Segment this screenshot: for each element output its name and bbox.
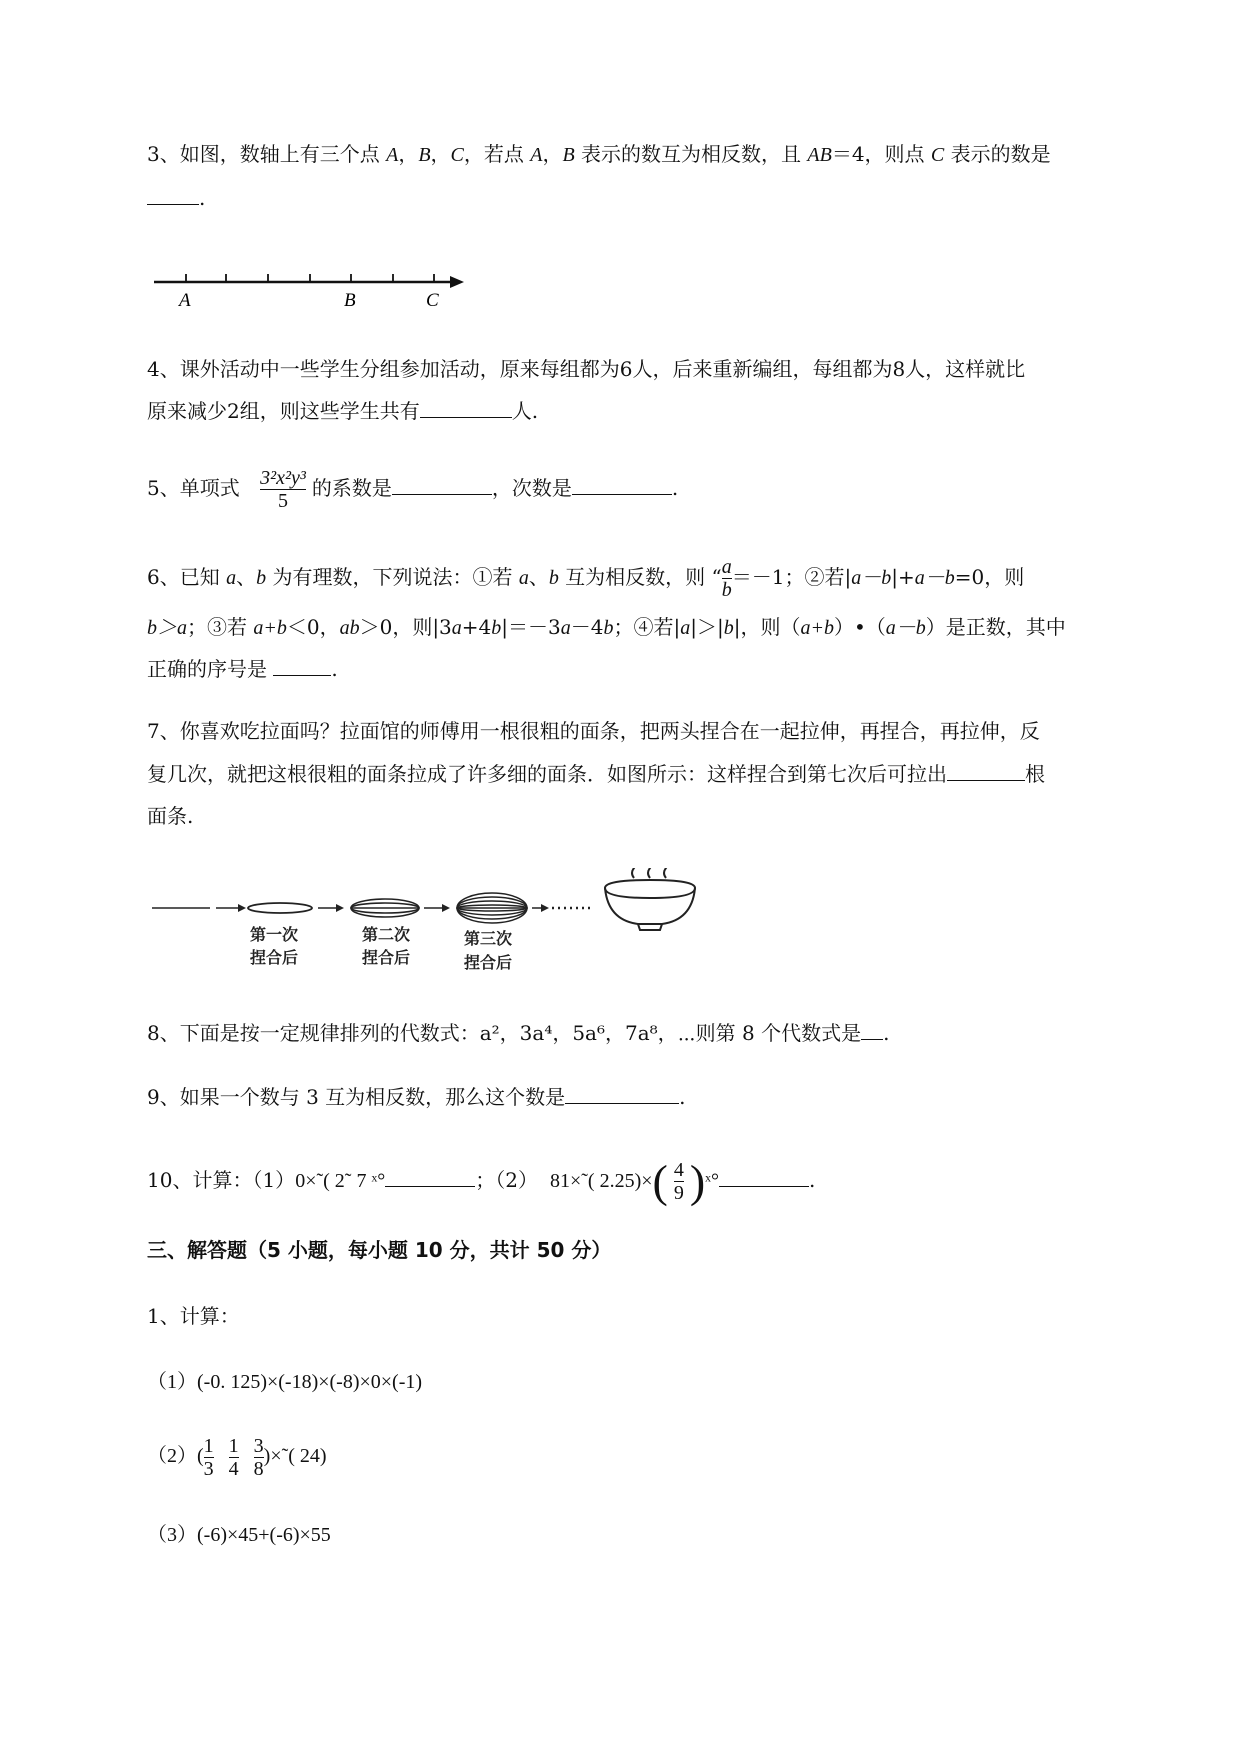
answer-blank	[861, 1021, 883, 1040]
answer-blank	[147, 186, 199, 205]
noodle-bowl-icon	[605, 868, 695, 930]
q3-line-1: 3、如图，数轴上有三个点 A，B，C，若点 A，B 表示的数互为相反数，且 AB＝4，则点 C 表示的数是	[147, 142, 1051, 166]
q6-line-3: 正确的序号是 .	[147, 657, 338, 681]
stage-1-label-b: 捏合后	[250, 948, 299, 967]
point-label-a: A	[179, 290, 191, 311]
q6-line-2: b＞a；③若 a+b＜0，ab＞0，则|3a+4b|＝－3a－4b；④若|a|＞|b|，则（a+b）•（a－b）是正数，其中	[147, 615, 1066, 639]
stage-3-label-a: 第三次	[464, 929, 513, 948]
p1-title: 1、计算：	[147, 1304, 240, 1328]
arrow-1-head-icon	[238, 904, 246, 912]
answer-blank	[385, 1168, 475, 1187]
q10-line: 10、计算：（1）0×˜( 2˜ 7 ˣ° ；（2） 81×˜( 2.25)×( $\frac{4}{9}$ )ˣ° .	[147, 1155, 816, 1207]
arrow-3-head-icon	[442, 904, 450, 912]
answer-blank	[565, 1085, 679, 1104]
answer-blank	[273, 657, 331, 676]
point-label-b: B	[344, 290, 356, 311]
q7-line-3: 面条.	[147, 804, 194, 828]
section-3-title: 三、解答题（5 小题，每小题 10 分，共计 50 分）	[147, 1238, 612, 1262]
p1-sub-2: （2）( $\frac{1}{3}$ $\frac{1}{4}$ $\frac{3}{8}$ )×˜( 24)	[147, 1434, 327, 1480]
p1-sub-3: （3）(-6)×45+(-6)×55	[147, 1524, 331, 1546]
p1-sub-1: （1）(-0. 125)×(-18)×(-8)×0×(-1)	[147, 1371, 423, 1393]
stage-2-label-a: 第二次	[362, 925, 411, 944]
arrow-4-head-icon	[541, 904, 549, 912]
stage-3-label-b: 捏合后	[464, 953, 513, 972]
number-line-figure	[150, 268, 470, 312]
stage-1-label-a: 第一次	[250, 925, 299, 944]
q4-line-1: 4、课外活动中一些学生分组参加活动，原来每组都为6人，后来重新编组，每组都为8人，这样就比	[147, 357, 1026, 381]
fraction-one-third: $\frac{1}{3}$	[203, 1434, 214, 1480]
fraction-one-fourth: $\frac{1}{4}$	[228, 1434, 239, 1480]
answer-blank	[572, 476, 672, 495]
q5-line: 5、单项式 $\frac{\text{3²x²y³}}{5}$ 的系数是 ，次数是 .	[147, 467, 679, 512]
answer-blank	[392, 476, 492, 495]
stage-2-label-b: 捏合后	[362, 948, 411, 967]
q6-line-1: 6、已知 a、b 为有理数，下列说法：①若 a、b 互为相反数，则 “ $\frac{a}{b}$ ＝－1；②若|a－b|+a－b=0，则	[147, 556, 1025, 601]
arrow-2-head-icon	[336, 904, 344, 912]
a-over-b-fraction: $\frac{a}{b}$	[721, 556, 732, 601]
answer-blank	[947, 762, 1025, 781]
q7-line-2: 复几次，就把这根很粗的面条拉成了许多细的面条．如图所示：这样捏合到第七次后可拉出 根	[147, 762, 1045, 786]
q8-line: 8、下面是按一定规律排列的代数式：a²，3a⁴，5a⁶，7a⁸，⋯则第 8 个代数式是 .	[147, 1021, 890, 1045]
neg-four-ninths-fraction: $\frac{4}{9}$	[673, 1159, 684, 1204]
noodle-figure	[150, 868, 700, 980]
q7-line-1: 7、你喜欢吃拉面吗？拉面馆的师傅用一根很粗的面条，把两头捏合在一起拉伸，再捏合，再拉伸，反	[147, 719, 1040, 743]
point-label-c: C	[426, 290, 439, 311]
answer-blank	[719, 1168, 809, 1187]
q9-line: 9、如果一个数与 3 互为相反数，那么这个数是 .	[147, 1085, 686, 1109]
axis-arrow-icon	[450, 276, 464, 288]
answer-blank	[420, 399, 512, 418]
q4-line-2: 原来减少2组，则这些学生共有 人.	[147, 399, 539, 423]
noodle-stage-3	[457, 893, 527, 923]
monomial-fraction: $\frac{\text{3²x²y³}}{5}$	[260, 467, 306, 512]
q3-line-2: .	[147, 184, 205, 212]
fraction-three-eighths: $\frac{3}{8}$	[253, 1434, 264, 1480]
noodle-stage-1	[248, 903, 312, 913]
noodle-stage-2	[351, 899, 419, 917]
